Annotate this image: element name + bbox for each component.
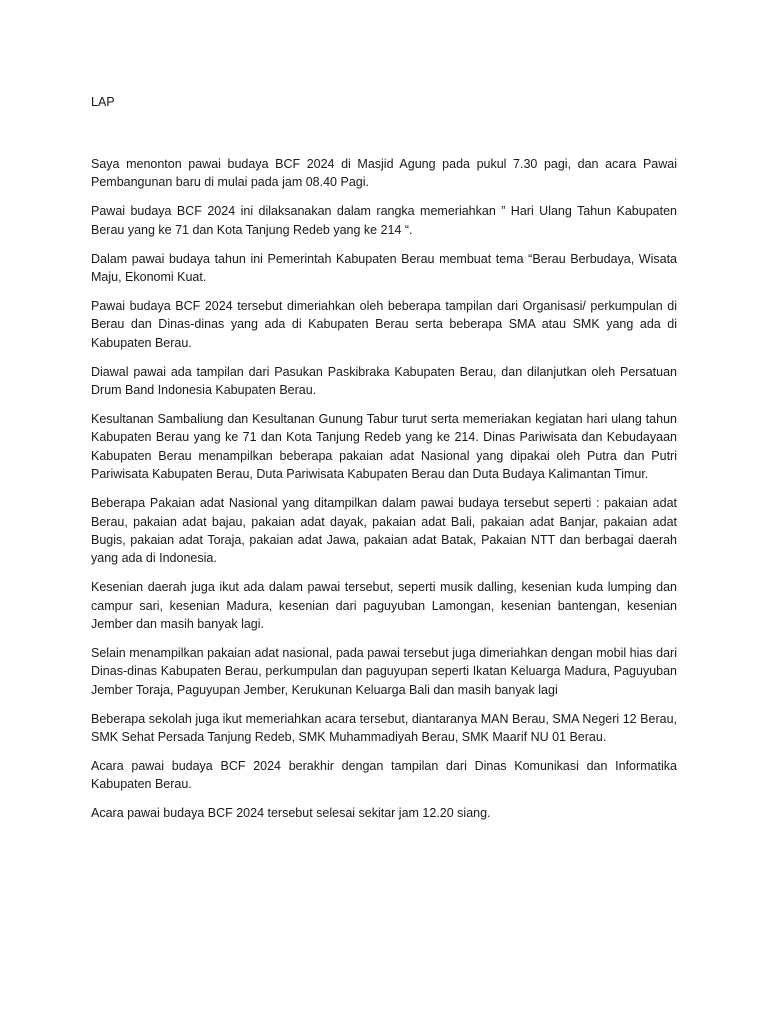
paragraph: Saya menonton pawai budaya BCF 2024 di Masjid Agung pada pukul 7.30 pagi, dan acara Pawai Pembangunan baru di mulai pada jam 08.40 Pagi. [91, 157, 677, 190]
paragraph: Kesultanan Sambaliung dan Kesultanan Gunung Tabur turut serta memeriakan kegiatan hari ulang tahun Kabupaten Berau yang ke 71 dan Kota Tanjung Redeb yang ke 214. Dinas Pariwisata dan Kebudayaan Kabupaten Berau menampilkan beberapa pakaian adat Nasional yang dipakai oleh Putra dan Putri Pariwisata Kabupaten Berau, Duta Pariwisata Kabupaten Berau dan Duta Budaya Kalimantan Timur. [91, 411, 677, 482]
paragraph: Kesenian daerah juga ikut ada dalam pawai tersebut, seperti musik dalling, kesenian kuda lumping dan campur sari, kesenian Madura, kesenian dari paguyuban Lamongan, kesenian bantengan, kesenian Jember dan masih banyak lagi. [91, 580, 677, 632]
paragraph: Acara pawai budaya BCF 2024 tersebut selesai sekitar jam 12.20 siang. [91, 806, 491, 821]
document-page [91, 93, 677, 833]
paragraph: Diawal pawai ada tampilan dari Pasukan Paskibraka Kabupaten Berau, dan dilanjutkan oleh Persatuan Drum Band Indonesia Kabupaten Berau. [91, 364, 677, 398]
paragraph: Pawai budaya BCF 2024 tersebut dimeriahkan oleh beberapa tampilan dari Organisasi/ perkumpulan di Berau dan Dinas-dinas yang ada di Kabupaten Berau serta beberapa SMA atau SMK yang ada di Kabupaten Berau. [91, 298, 677, 350]
document-heading: LAP [91, 95, 115, 109]
paragraph: Acara pawai budaya BCF 2024 berakhir dengan tampilan dari Dinas Komunikasi dan Informatika Kabupaten Berau. [91, 758, 677, 792]
paragraph: Beberapa sekolah juga ikut memeriahkan acara tersebut, diantaranya MAN Berau, SMA Negeri 12 Berau, SMK Sehat Persada Tanjung Redeb, SMK Muhammadiyah Berau, SMK Maarif NU 01 Berau. [91, 711, 677, 745]
paragraph: Dalam pawai budaya tahun ini Pemerintah Kabupaten Berau membuat tema “Berau Berbudaya, Wisata Maju, Ekonomi Kuat. [91, 251, 677, 285]
paragraph: Pawai budaya BCF 2024 ini dilaksanakan dalam rangka memeriahkan ” Hari Ulang Tahun Kabupaten Berau yang ke 71 dan Kota Tanjung Redeb yang ke 214 “. [91, 204, 677, 237]
paragraph: Beberapa Pakaian adat Nasional yang ditampilkan dalam pawai budaya tersebut seperti : pakaian adat Berau, pakaian adat bajau, pakaian adat dayak, pakaian adat Bali, pakaian adat Banjar, pakaian adat Bugis, pakaian adat Toraja, pakaian adat Jawa, pakaian adat Batak, Pakaian NTT dan berbagai daerah yang ada di Indonesia. [91, 496, 677, 566]
paragraph: Selain menampilkan pakaian adat nasional, pada pawai tersebut juga dimeriahkan dengan mobil hias dari Dinas-dinas Kabupaten Berau, perkumpulan dan paguyupan seperti Ikatan Keluarga Madura, Paguyuban Jember Toraja, Paguyupan Jember, Kerukunan Keluarga Bali dan masih banyak lagi [91, 645, 677, 697]
